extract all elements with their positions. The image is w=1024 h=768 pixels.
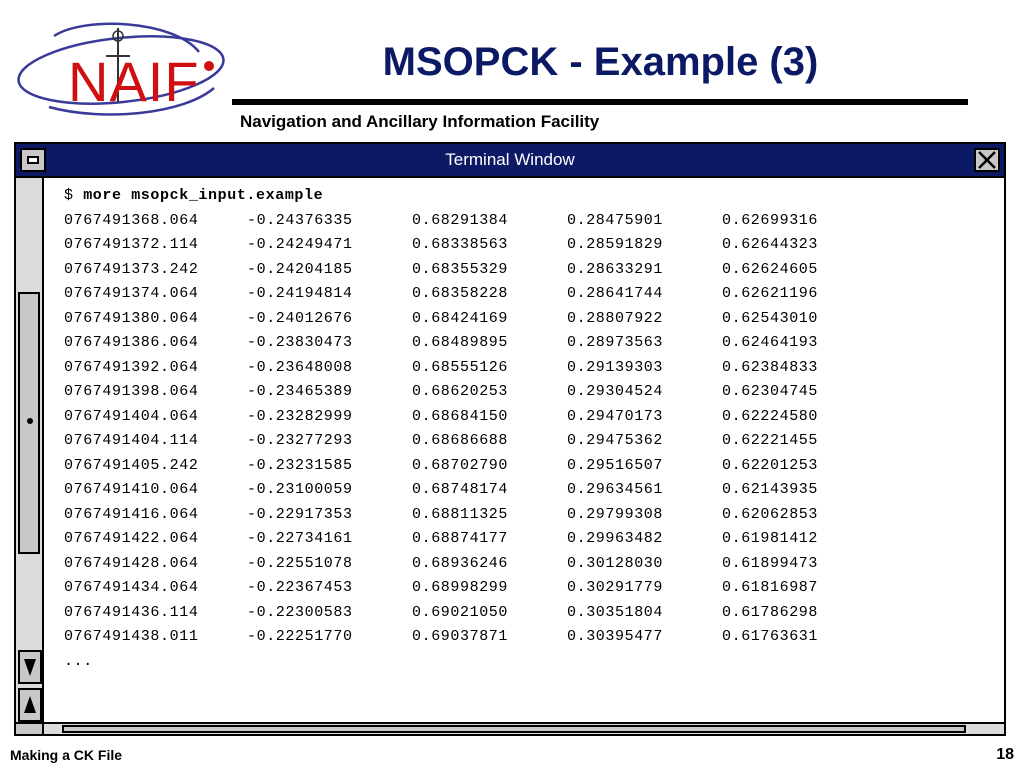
data-cell: -0.23277293: [247, 432, 353, 449]
scroll-down-button[interactable]: [18, 650, 42, 684]
data-cell: 0.68686688: [412, 432, 509, 449]
data-rows: [64, 209, 994, 650]
window-titlebar[interactable]: [16, 144, 1004, 178]
data-row: [64, 380, 994, 405]
scroll-up-button[interactable]: [18, 688, 42, 722]
data-cell: 0.62224580: [722, 407, 819, 425]
data-cell: -0.23465389: [247, 383, 353, 400]
data-cell: 0.30291779: [567, 579, 664, 596]
data-cell: 0.30395477: [567, 628, 664, 645]
data-cell: -0.22367453: [247, 579, 353, 596]
data-cell: 0767491404.114: [64, 432, 199, 449]
data-row: [64, 625, 994, 650]
data-cell: 0.30128030: [567, 554, 664, 572]
data-row: [64, 478, 994, 503]
data-row: [64, 527, 994, 552]
data-row: [64, 307, 994, 332]
thumb-grip-icon: [27, 418, 33, 424]
data-cell: 0767491368.064: [64, 211, 199, 229]
data-cell: 0.61786298: [722, 603, 819, 621]
data-row: [64, 552, 994, 577]
scrollbar-corner: [16, 722, 44, 734]
data-cell: 0.68358228: [412, 285, 509, 302]
data-cell: 0.62543010: [722, 309, 819, 327]
data-cell: 0767491428.064: [64, 554, 199, 572]
data-cell: 0.61981412: [722, 530, 819, 547]
data-cell: 0767491398.064: [64, 383, 199, 400]
data-cell: 0.69021050: [412, 603, 509, 621]
data-cell: -0.22551078: [247, 554, 353, 572]
data-cell: -0.22300583: [247, 603, 353, 621]
data-cell: 0767491372.114: [64, 236, 199, 253]
data-cell: 0.29963482: [567, 530, 664, 547]
arrow-down-icon: [20, 652, 40, 682]
data-cell: 0.62304745: [722, 383, 819, 400]
slide-subtitle: Navigation and Ancillary Information Facility: [240, 112, 600, 131]
data-cell: 0.68811325: [412, 505, 509, 523]
data-row: [64, 576, 994, 601]
data-cell: 0.61816987: [722, 579, 819, 596]
data-cell: 0.29475362: [567, 432, 664, 449]
terminal-window: [14, 142, 1006, 736]
data-cell: 0.28807922: [567, 309, 664, 327]
data-cell: 0.62201253: [722, 456, 819, 474]
window-title: Terminal Window: [445, 150, 575, 169]
data-cell: 0767491436.114: [64, 603, 199, 621]
data-cell: 0.62062853: [722, 505, 819, 523]
data-cell: 0767491416.064: [64, 505, 199, 523]
terminal-output[interactable]: [64, 184, 994, 674]
shell-prompt: $: [64, 187, 84, 204]
data-cell: 0767491410.064: [64, 481, 199, 498]
data-row: [64, 331, 994, 356]
data-cell: -0.24204185: [247, 260, 353, 278]
data-cell: 0767491380.064: [64, 309, 199, 327]
arrow-up-icon: [20, 690, 40, 720]
data-row: [64, 429, 994, 454]
data-cell: -0.24194814: [247, 285, 353, 302]
command-line: [64, 184, 994, 209]
data-cell: 0.28641744: [567, 285, 664, 302]
data-cell: 0.28633291: [567, 260, 664, 278]
data-cell: 0.68874177: [412, 530, 509, 547]
data-cell: 0.68291384: [412, 211, 509, 229]
naif-logo: [14, 22, 229, 117]
data-row: [64, 454, 994, 479]
data-cell: -0.23231585: [247, 456, 353, 474]
data-cell: 0767491373.242: [64, 260, 199, 278]
data-cell: 0.29139303: [567, 358, 664, 376]
data-row: [64, 258, 994, 283]
data-cell: 0.30351804: [567, 603, 664, 621]
command-text: more msopck_input.example: [83, 187, 324, 204]
data-cell: 0.62384833: [722, 358, 819, 376]
data-cell: 0.29304524: [567, 383, 664, 400]
vertical-scrollbar[interactable]: [16, 178, 44, 722]
data-row: [64, 233, 994, 258]
data-cell: 0.62221455: [722, 432, 819, 449]
horizontal-scrollbar[interactable]: [44, 722, 1004, 734]
data-cell: 0.68424169: [412, 309, 509, 327]
data-cell: 0.29470173: [567, 407, 664, 425]
data-cell: 0.68338563: [412, 236, 509, 253]
data-cell: -0.24376335: [247, 211, 353, 229]
data-cell: 0.68489895: [412, 334, 509, 351]
data-cell: 0.29634561: [567, 481, 664, 498]
data-cell: 0767491434.064: [64, 579, 199, 596]
data-cell: 0.62644323: [722, 236, 819, 253]
data-cell: 0.62699316: [722, 211, 819, 229]
vertical-scroll-thumb[interactable]: [18, 292, 40, 554]
data-row: [64, 405, 994, 430]
data-cell: -0.23282999: [247, 407, 353, 425]
data-cell: 0767491374.064: [64, 285, 199, 302]
slide-title: MSOPCK - Example (3): [382, 40, 819, 84]
data-cell: 0.62464193: [722, 334, 819, 351]
data-cell: -0.23100059: [247, 481, 353, 498]
data-row: [64, 356, 994, 381]
close-icon: [976, 150, 998, 170]
data-cell: -0.24249471: [247, 236, 353, 253]
data-cell: 0.68748174: [412, 481, 509, 498]
footer-label: Making a CK File: [10, 747, 123, 763]
data-cell: 0767491405.242: [64, 456, 199, 474]
data-cell: -0.23830473: [247, 334, 353, 351]
data-cell: -0.22734161: [247, 530, 353, 547]
data-cell: 0.62624605: [722, 260, 819, 278]
data-row: [64, 282, 994, 307]
data-cell: 0.68998299: [412, 579, 509, 596]
data-cell: 0.68936246: [412, 554, 509, 572]
data-cell: -0.22251770: [247, 628, 353, 645]
data-cell: 0.29516507: [567, 456, 664, 474]
data-cell: 0.61763631: [722, 628, 819, 645]
data-cell: 0.28475901: [567, 211, 664, 229]
data-cell: -0.23648008: [247, 358, 353, 376]
data-cell: 0.28973563: [567, 334, 664, 351]
data-cell: 0767491392.064: [64, 358, 199, 376]
title-rule: [232, 99, 968, 105]
data-cell: 0767491404.064: [64, 407, 199, 425]
data-cell: 0.62621196: [722, 285, 819, 302]
data-cell: 0.68620253: [412, 383, 509, 400]
data-row: [64, 601, 994, 626]
more-indicator: ...: [64, 652, 93, 670]
data-cell: -0.24012676: [247, 309, 353, 327]
data-row: [64, 209, 994, 234]
data-cell: 0.62143935: [722, 481, 819, 498]
data-cell: 0.29799308: [567, 505, 664, 523]
data-cell: 0.68702790: [412, 456, 509, 474]
data-cell: 0767491422.064: [64, 530, 199, 547]
data-cell: 0767491438.011: [64, 628, 199, 645]
data-cell: 0.68684150: [412, 407, 509, 425]
data-row: [64, 503, 994, 528]
close-button[interactable]: [974, 148, 1000, 172]
data-cell: 0767491386.064: [64, 334, 199, 351]
data-cell: 0.68555126: [412, 358, 509, 376]
data-cell: -0.22917353: [247, 505, 353, 523]
data-cell: 0.69037871: [412, 628, 509, 645]
data-cell: 0.28591829: [567, 236, 664, 253]
horizontal-scroll-thumb[interactable]: [62, 725, 966, 733]
logo-text: NAIF: [68, 50, 200, 113]
data-cell: 0.61899473: [722, 554, 819, 572]
data-cell: 0.68355329: [412, 260, 509, 278]
page-number: 18: [996, 746, 1014, 763]
